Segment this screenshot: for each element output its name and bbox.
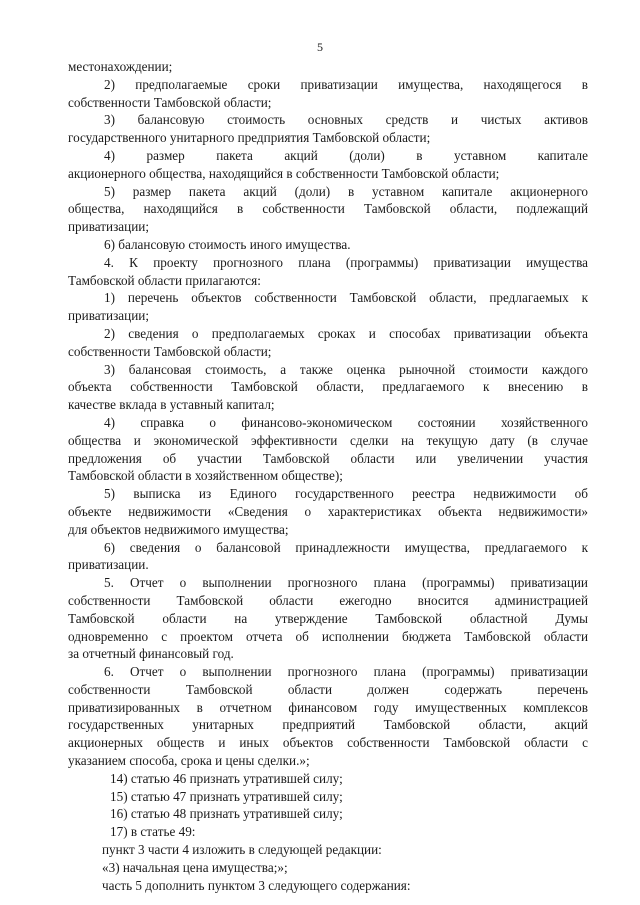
text-line: 6) сведения о балансовой принадлежности имущества, предлагаемого к (104, 539, 588, 555)
document-body (68, 58, 588, 894)
text-line: указанием способа, срока и цены сделки.»; (68, 753, 310, 769)
text-line: 5) размер пакета акций (доли) в уставном капитале акционерного (104, 183, 588, 199)
text-line: собственности Тамбовской области; (68, 343, 272, 359)
text-line: приватизации; (68, 308, 149, 324)
text-line: собственности Тамбовской области должен содержать перечень (68, 681, 588, 697)
text-line: Тамбовской области прилагаются: (68, 272, 261, 288)
text-line: часть 5 дополнить пунктом 3 следующего содержания: (102, 877, 411, 893)
text-line: приватизированных в отчетном финансовом году имущественных комплексов (68, 699, 588, 715)
text-line: приватизации. (68, 557, 149, 573)
text-line: 4) размер пакета акций (доли) в уставном капитале (104, 147, 588, 163)
text-line: местонахождении; (68, 59, 173, 74)
text-line: 6) балансовую стоимость иного имущества. (104, 236, 351, 252)
text-line: 17) в статье 49: (110, 824, 196, 840)
text-line: государственных унитарных предприятий Тамбовской области, акций (68, 717, 588, 733)
text-line: 5) выписка из Единого государственного реестра недвижимости об (104, 486, 588, 502)
text-line: за отчетный финансовый год. (68, 646, 234, 662)
text-line: 2) предполагаемые сроки приватизации имущества, находящегося в (104, 76, 588, 92)
text-line: 5. Отчет о выполнении прогнозного плана (программы) приватизации (104, 575, 588, 591)
text-line: 2) сведения о предполагаемых сроках и способах приватизации объекта (104, 325, 588, 341)
text-line: 4) справка о финансово-экономическом состоянии хозяйственного (104, 414, 588, 430)
text-line: 15) статью 47 признать утратившей силу; (110, 788, 343, 804)
text-line: Тамбовской области в хозяйственном обществе); (68, 468, 343, 484)
text-line: акционерного общества, находящийся в собственности Тамбовской области; (68, 165, 500, 181)
text-line: качестве вклада в уставный капитал; (68, 397, 275, 413)
text-line: 1) перечень объектов собственности Тамбовской области, предлагаемых к (104, 290, 588, 306)
text-line: объекта собственности Тамбовской области, предлагаемого к внесению в (68, 379, 588, 395)
text-line: приватизации; (68, 219, 149, 235)
text-line: государственного унитарного предприятия Тамбовской области; (68, 130, 431, 146)
text-line: 14) статью 46 признать утратившей силу; (110, 770, 343, 786)
text-line: пункт 3 части 4 изложить в следующей редакции: (102, 842, 382, 858)
text-line: 16) статью 48 признать утратившей силу; (110, 806, 343, 822)
text-line: 3) балансовую стоимость основных средств и чистых активов (104, 112, 588, 128)
text-line: общества, находящийся в собственности Тамбовской области, подлежащий (68, 201, 588, 217)
text-line: 4. К проекту прогнозного плана (программы) приватизации имущества (104, 254, 588, 270)
text-line: акционерных обществ и иных объектов собственности Тамбовской области с (68, 735, 588, 751)
text-line: собственности Тамбовской области ежегодно вносится администрацией (68, 592, 588, 608)
text-line: предложения об участии Тамбовской области или увеличении участия (68, 450, 588, 466)
text-line: одновременно с проектом отчета об исполнении бюджета Тамбовской области (68, 628, 588, 644)
text-line: объекте недвижимости «Сведения о характеристиках объекта недвижимости» (68, 503, 588, 519)
text-line: собственности Тамбовской области; (68, 94, 272, 110)
text-line: 3) балансовая стоимость, а также оценка рыночной стоимости каждого (104, 361, 588, 377)
text-line: Тамбовской области на утверждение Тамбовской областной Думы (68, 610, 588, 626)
page-number: 5 (317, 40, 323, 54)
text-line: 6. Отчет о выполнении прогнозного плана (программы) приватизации (104, 664, 588, 680)
text-line: общества и экономической эффективности сделки на текущую дату (в случае (68, 432, 588, 448)
text-line: для объектов недвижимого имущества; (68, 521, 289, 537)
text-line: «3) начальная цена имущества;»; (102, 859, 288, 875)
